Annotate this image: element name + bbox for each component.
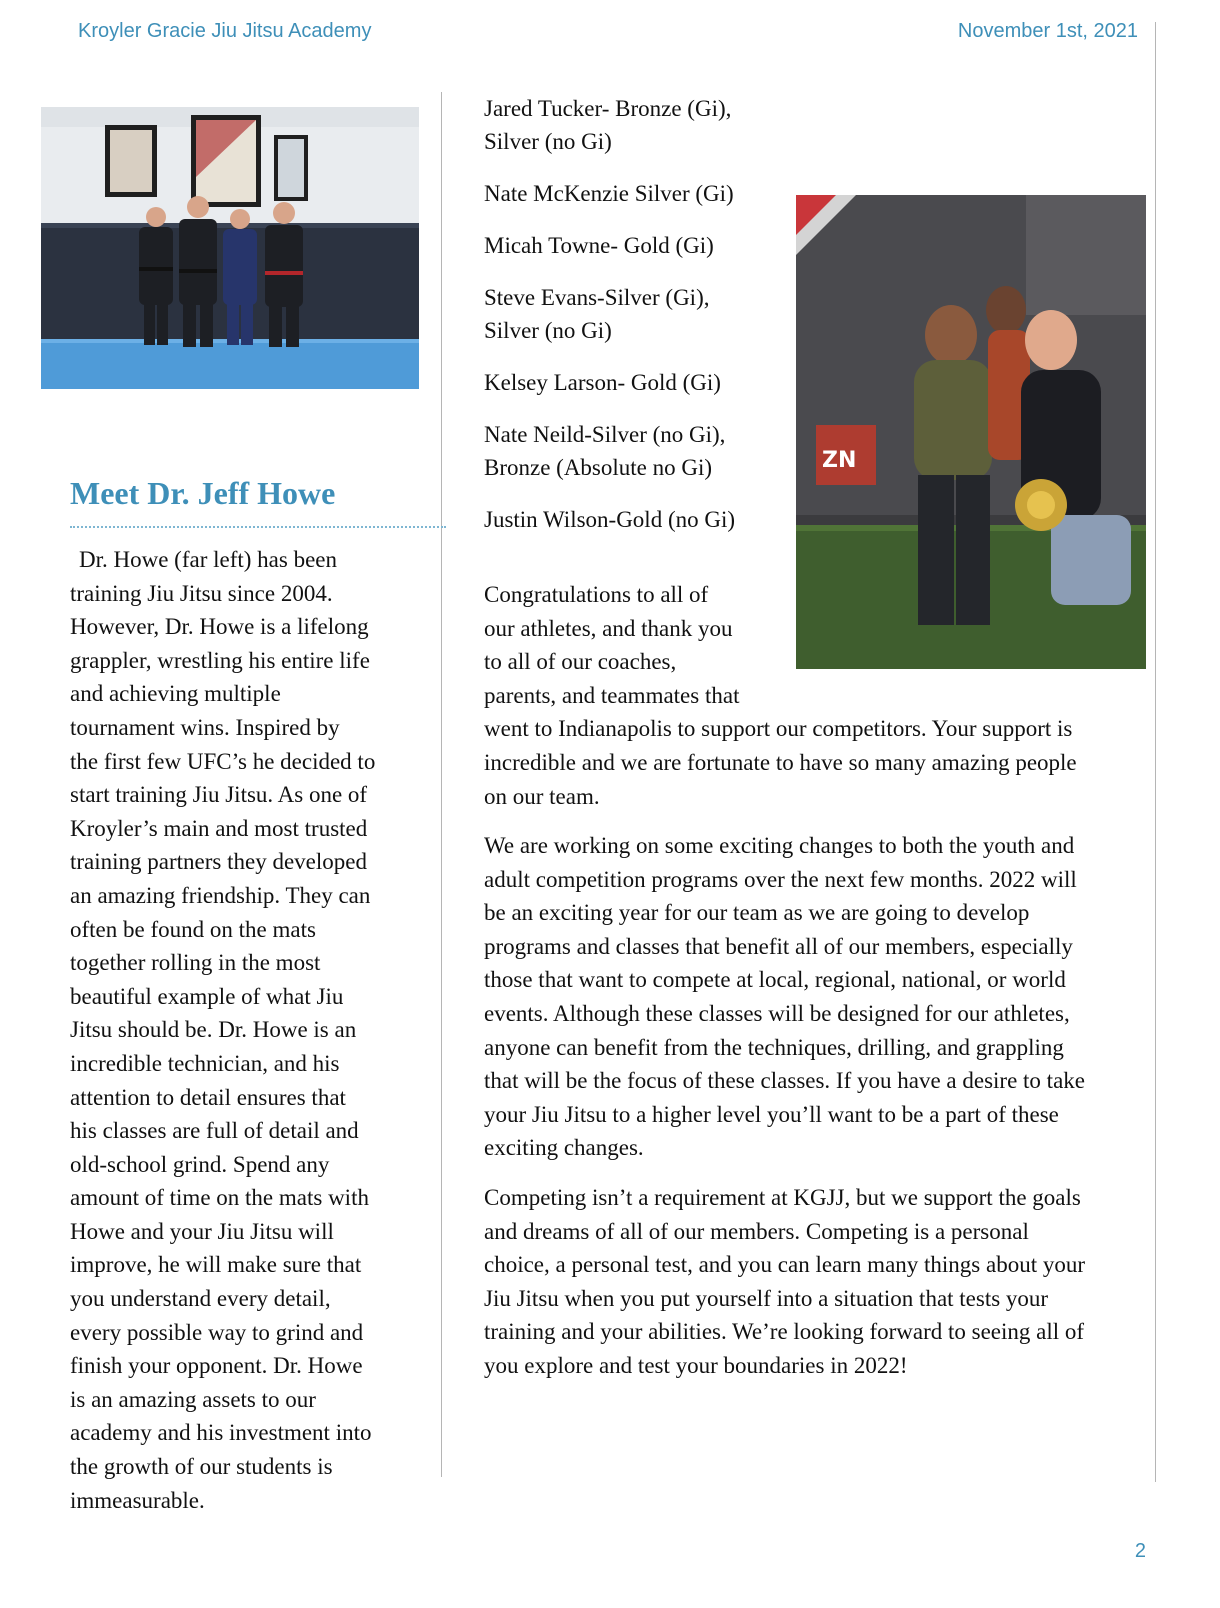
changes-line: exciting changes. [484,1135,644,1161]
medalist-entry [484,503,784,536]
changes-line: those that want to compete at local, regional, national, or world [484,967,1066,993]
changes-line: We are working on some exciting changes to both the youth and [484,833,1075,858]
medalist-entry [484,281,784,347]
program-changes-paragraph [484,829,1154,1165]
bio-line: his classes are full of detail and [70,1118,359,1144]
bio-line: finish your opponent. Dr. Howe [70,1353,363,1379]
bio-line: Howe and your Jiu Jitsu will [70,1218,334,1244]
medalist-line: Kelsey Larson- Gold (Gi) [484,370,721,395]
competing-line: choice, a personal test, and you can learn many things about your [484,1252,1086,1278]
congrats-line: to all of our coaches, [484,649,677,675]
column-divider [441,92,442,1477]
header-academy-name: Kroyler Gracie Jiu Jitsu Academy [78,20,372,42]
photo-academy-group [41,107,419,389]
medalist-list [484,92,784,555]
congratulations-paragraph [484,578,1154,813]
medalist-line: Silver (no Gi) [484,318,612,343]
medalist-entry [484,229,784,262]
medalist-entry [484,92,784,158]
medalist-line: Bronze (Absolute no Gi) [484,455,713,480]
svg-text:ZN: ZN [822,448,857,473]
bio-line: However, Dr. Howe is a lifelong [70,614,369,640]
medalist-line: Steve Evans-Silver (Gi), [484,285,710,310]
bio-line: Kroyler’s main and most trusted [70,815,368,841]
competing-line: and dreams of all of our members. Competing is a personal [484,1218,1029,1244]
medalist-line: Nate Neild-Silver (no Gi), [484,422,726,447]
header-date: November 1st, 2021 [957,20,1138,42]
congrats-line: went to Indianapolis to support our competitors. Your support is [484,716,1073,742]
competing-line: you explore and test your boundaries in 2022! [484,1352,908,1378]
congrats-line: our athletes, and thank you [484,615,733,641]
medalist-line: Nate McKenzie Silver (Gi) [484,181,734,206]
bio-paragraph [70,543,440,1517]
bio-line: the first few UFC’s he decided to [70,748,376,774]
congrats-line: Congratulations to all of [484,582,709,607]
changes-line: be an exciting year for our team as we are going to develop [484,900,1030,926]
page-number: 2 [1134,1540,1146,1562]
section-title: Meet Dr. Jeff Howe [70,475,336,511]
bio-line: and achieving multiple [70,681,281,707]
bio-line: every possible way to grind and [70,1319,364,1345]
bio-line: an amazing friendship. They can [70,882,371,908]
medalist-line: Micah Towne- Gold (Gi) [484,233,714,258]
changes-line: programs and classes that benefit all of our members, especially [484,933,1073,959]
bio-line: academy and his investment into [70,1420,372,1446]
bio-line: beautiful example of what Jiu [70,983,344,1009]
changes-line: events. Although these classes will be designed for our athletes, [484,1000,1070,1026]
medalist-entry [484,418,784,484]
bio-line: attention to detail ensures that [70,1084,346,1110]
bio-line: is an amazing assets to our [70,1386,316,1412]
congrats-line: incredible and we are fortunate to have so many amazing people [484,749,1077,775]
competing-line: Competing isn’t a requirement at KGJJ, but we support the goals [484,1185,1081,1210]
bio-line: improve, he will make sure that [70,1252,362,1278]
changes-line: that will be the focus of these classes. If you have a desire to take [484,1068,1085,1094]
bio-line: old-school grind. Spend any [70,1151,330,1177]
bio-line: training Jiu Jitsu since 2004. [70,580,333,606]
competing-line: Jiu Jitsu when you put yourself into a situation that tests your [484,1285,1049,1311]
congrats-line: parents, and teammates that [484,682,740,708]
bio-line: immeasurable. [70,1487,205,1513]
changes-line: adult competition programs over the next few months. 2022 will [484,866,1077,892]
competing-line: training and your abilities. We’re looking forward to seeing all of [484,1319,1085,1345]
bio-line: training partners they developed [70,849,367,875]
bio-line: amount of time on the mats with [70,1185,369,1211]
bio-line: you understand every detail, [70,1286,331,1312]
medalist-line: Justin Wilson-Gold (no Gi) [484,507,736,532]
medalist-entry [484,177,784,210]
congrats-line: on our team. [484,783,600,809]
medalist-line: Jared Tucker- Bronze (Gi), Silver (no Gi) [484,96,732,154]
medalist-entry [484,366,784,399]
bio-line: Jitsu should be. Dr. Howe is an [70,1017,357,1043]
photo-academy-group-image [41,107,419,389]
competing-paragraph [484,1181,1154,1383]
bio-line: often be found on the mats [70,916,316,942]
changes-line: your Jiu Jitsu to a higher level you’ll want to be a part of these [484,1101,1059,1127]
page-right-rule [1155,22,1156,1482]
bio-line: start training Jiu Jitsu. As one of [70,782,368,808]
bio-line: together rolling in the most [70,950,321,976]
title-dotted-rule [70,526,446,528]
bio-line: incredible technician, and his [70,1050,340,1076]
bio-line: grappler, wrestling his entire life [70,647,370,673]
bio-line: tournament wins. Inspired by [70,714,340,740]
bio-line: Dr. Howe (far left) has been [79,547,337,572]
changes-line: anyone can benefit from the techniques, drilling, and grappling [484,1034,1064,1060]
bio-line: the growth of our students is [70,1454,333,1480]
